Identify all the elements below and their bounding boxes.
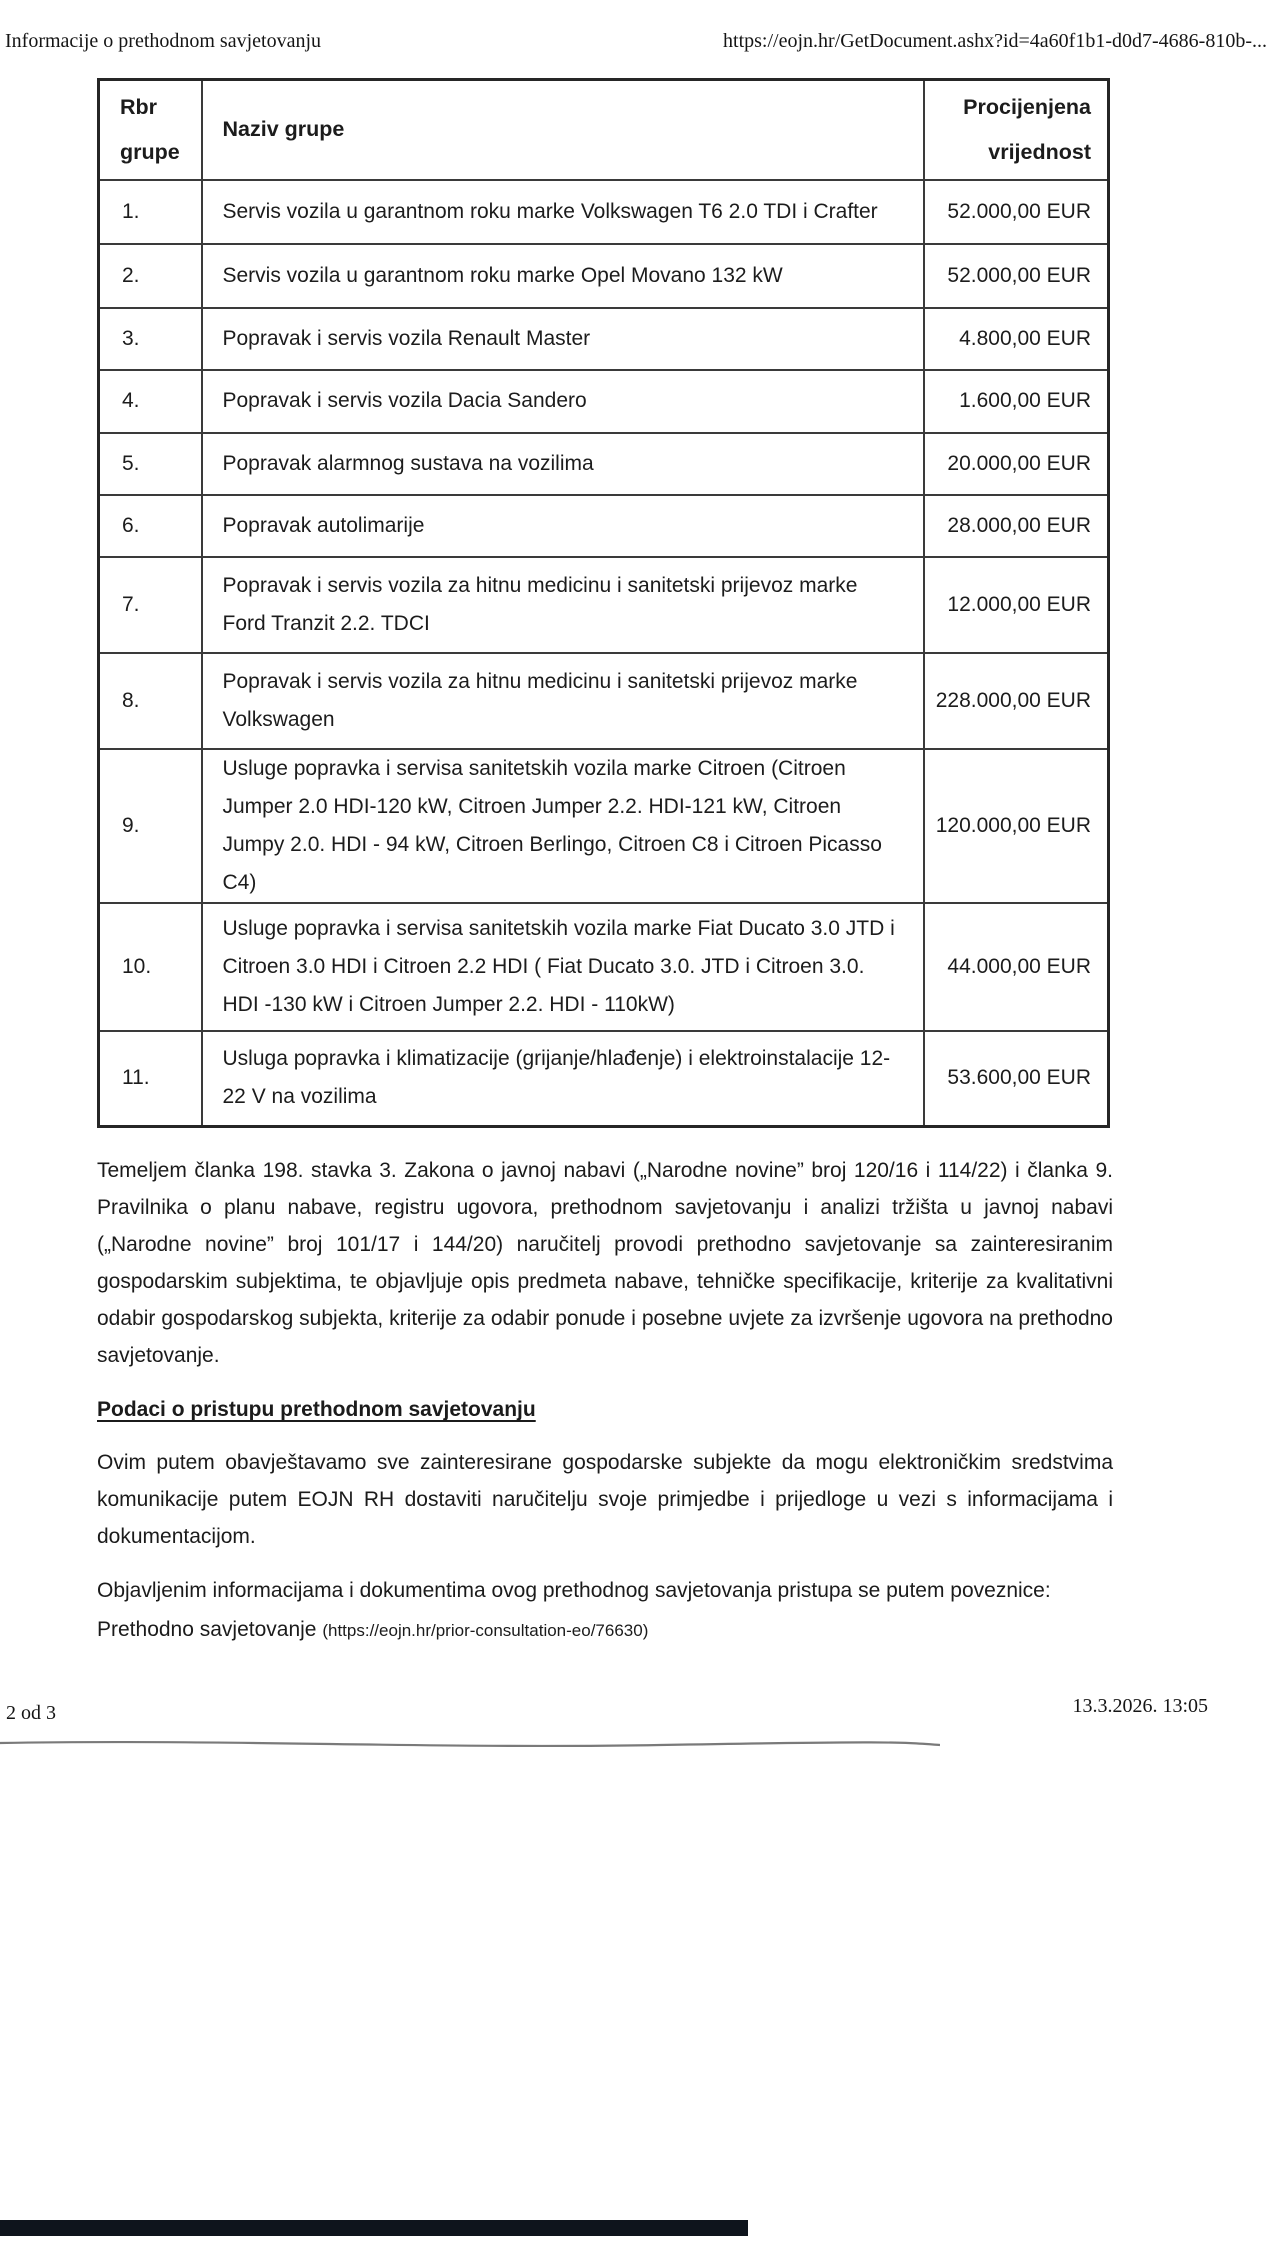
row-number-cell: 11. xyxy=(99,1031,202,1127)
document-url: https://eojn.hr/GetDocument.ashx?id=4a60f1b1-d0d7-4686-810b-... xyxy=(723,30,1267,52)
row-number-cell: 4. xyxy=(99,370,202,433)
table-header-vrijednost xyxy=(924,80,1109,180)
group-name-cell: Popravak alarmnog sustava na vozilima xyxy=(202,433,924,495)
row-number-cell: 7. xyxy=(99,557,202,653)
table-header-rbr-line2: grupe xyxy=(120,139,180,164)
section-heading: Podaci o pristupu prethodnom savjetovanju xyxy=(97,1398,536,1421)
paragraph-notice: Ovim putem obavještavamo sve zainteresirane gospodarske subjekte da mogu elektroničkim sredstvima komunikacije putem EOJN RH dostaviti naručitelju svoje primjedbe i prijedloge u vezi s informacijama i dokumentacijom. xyxy=(97,1451,1113,1548)
table-header-row xyxy=(99,80,1109,180)
table-row xyxy=(99,653,1109,749)
table-row xyxy=(99,557,1109,653)
row-number-cell: 10. xyxy=(99,903,202,1031)
consultation-link[interactable]: Prethodno savjetovanje xyxy=(97,1618,317,1641)
table-row xyxy=(99,308,1109,370)
group-name-cell: Usluge popravka i servisa sanitetskih vozila marke Citroen (Citroen Jumper 2.0 HDI-120 kW, Citroen Jumper 2.2. HDI-121 kW, Citroen Jumpy 2.0. HDI - 94 kW, Citroen Berlingo, Citroen C8 i Citroen Picasso C4) xyxy=(202,749,924,903)
estimated-value-cell: 120.000,00 EUR xyxy=(924,749,1109,903)
scan-line xyxy=(0,1736,940,1752)
estimated-value-cell: 53.600,00 EUR xyxy=(924,1031,1109,1127)
table-header-vrijednost-line1: Procijenjena xyxy=(963,94,1091,119)
estimated-value-cell: 44.000,00 EUR xyxy=(924,903,1109,1031)
row-number-cell: 3. xyxy=(99,308,202,370)
footer-page-number: 2 od 3 xyxy=(6,1702,56,1724)
table-row xyxy=(99,1031,1109,1127)
group-name-cell: Usluge popravka i servisa sanitetskih vozila marke Fiat Ducato 3.0 JTD i Citroen 3.0 HDI i Citroen 2.2 HDI ( Fiat Ducato 3.0. JTD i Citroen 3.0. HDI -130 kW i Citroen Jumper 2.2. HDI - 110kW) xyxy=(202,903,924,1031)
table-row xyxy=(99,370,1109,433)
estimated-value-cell: 52.000,00 EUR xyxy=(924,180,1109,244)
procurement-table xyxy=(97,78,1110,1128)
footer-timestamp: 13.3.2026. 13:05 xyxy=(1072,1695,1208,1717)
table-header-vrijednost-line2: vrijednost xyxy=(988,139,1091,164)
body-text xyxy=(97,1152,1113,1649)
group-name-cell: Popravak i servis vozila za hitnu medicinu i sanitetski prijevoz marke Ford Tranzit 2.2. TDCI xyxy=(202,557,924,653)
estimated-value-cell: 4.800,00 EUR xyxy=(924,308,1109,370)
table-row xyxy=(99,749,1109,903)
table-row xyxy=(99,244,1109,308)
group-name-cell: Popravak i servis vozila za hitnu medicinu i sanitetski prijevoz marke Volkswagen xyxy=(202,653,924,749)
table-row xyxy=(99,495,1109,557)
page-title: Informacije o prethodnom savjetovanju xyxy=(5,30,322,52)
row-number-cell: 5. xyxy=(99,433,202,495)
consultation-link-url: (https://eojn.hr/prior-consultation-eo/76630) xyxy=(322,1621,649,1640)
estimated-value-cell: 228.000,00 EUR xyxy=(924,653,1109,749)
row-number-cell: 9. xyxy=(99,749,202,903)
group-name-cell: Popravak i servis vozila Renault Master xyxy=(202,308,924,370)
group-name-cell: Servis vozila u garantnom roku marke Volkswagen T6 2.0 TDI i Crafter xyxy=(202,180,924,244)
paragraph-access: Objavljenim informacijama i dokumentima ovog prethodnog savjetovanja pristupa se putem poveznice: xyxy=(97,1579,1051,1602)
bottom-scan-bar xyxy=(0,2220,748,2236)
row-number-cell: 2. xyxy=(99,244,202,308)
estimated-value-cell: 28.000,00 EUR xyxy=(924,495,1109,557)
group-name-cell: Usluga popravka i klimatizacije (grijanje/hlađenje) i elektroinstalacije 12-22 V na vozilima xyxy=(202,1031,924,1127)
group-name-cell: Popravak autolimarije xyxy=(202,495,924,557)
paragraph-legal-basis: Temeljem članka 198. stavka 3. Zakona o javnoj nabavi („Narodne novine” broj 120/16 i 114/22) i članka 9. Pravilnika o planu nabave, registru ugovora, prethodnom savjetovanju i analizi tržišta u javnoj nabavi („Narodne novine” broj 101/17 i 144/20) naručitelj provodi prethodno savjetovanje sa zainteresiranim gospodarskim subjektima, te objavljuje opis predmeta nabave, tehničke specifikacije, kriterije za kvalitativni odabir gospodarskog subjekta, kriterije za odabir ponude i posebne uvjete za izvršenje ugovora na prethodno savjetovanje. xyxy=(97,1159,1113,1367)
row-number-cell: 1. xyxy=(99,180,202,244)
estimated-value-cell: 1.600,00 EUR xyxy=(924,370,1109,433)
estimated-value-cell: 12.000,00 EUR xyxy=(924,557,1109,653)
table-header-naziv: Naziv grupe xyxy=(202,80,924,180)
table-row xyxy=(99,903,1109,1031)
link-line xyxy=(97,1611,1113,1649)
table-header-rbr xyxy=(99,80,202,180)
table-row xyxy=(99,180,1109,244)
table-body xyxy=(99,180,1109,1127)
estimated-value-cell: 52.000,00 EUR xyxy=(924,244,1109,308)
row-number-cell: 8. xyxy=(99,653,202,749)
table-header-rbr-line1: Rbr xyxy=(120,94,158,119)
group-name-cell: Popravak i servis vozila Dacia Sandero xyxy=(202,370,924,433)
row-number-cell: 6. xyxy=(99,495,202,557)
table-row xyxy=(99,433,1109,495)
estimated-value-cell: 20.000,00 EUR xyxy=(924,433,1109,495)
group-name-cell: Servis vozila u garantnom roku marke Opel Movano 132 kW xyxy=(202,244,924,308)
